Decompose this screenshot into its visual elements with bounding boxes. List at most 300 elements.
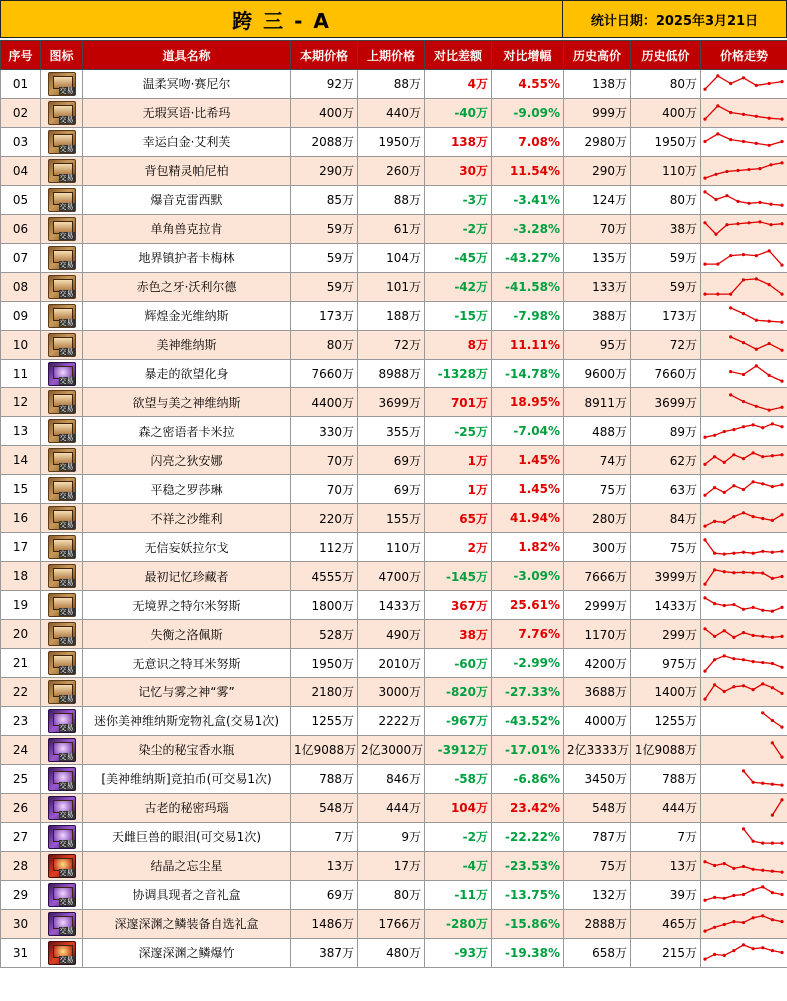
previous-price: 188万 — [358, 301, 425, 330]
price-diff: -2万 — [425, 822, 492, 851]
history-low: 7万 — [631, 822, 701, 851]
history-high: 9600万 — [564, 359, 631, 388]
col-header-history-low: 历史低价 — [631, 41, 701, 70]
trend-cell — [701, 678, 787, 707]
previous-price: 1433万 — [358, 591, 425, 620]
previous-price: 480万 — [358, 938, 425, 967]
price-diff: -145万 — [425, 562, 492, 591]
trend-point — [723, 552, 726, 555]
table-row — [1, 243, 787, 272]
row-seq: 27 — [1, 822, 41, 851]
trend-point — [703, 524, 706, 527]
trend-point — [769, 223, 772, 226]
title-bar — [0, 0, 787, 40]
price-change-pct: 41.94% — [492, 504, 564, 533]
item-icon-cell — [41, 504, 83, 533]
previous-price: 1950万 — [358, 127, 425, 156]
trend-point — [761, 885, 764, 888]
trend-point — [761, 634, 764, 637]
history-high: 3450万 — [564, 764, 631, 793]
trend-point — [771, 891, 774, 894]
trend-point — [742, 278, 745, 281]
trend-point — [723, 491, 726, 494]
trend-point — [747, 202, 750, 205]
trend-point — [732, 603, 735, 606]
trend-line — [705, 513, 782, 526]
trend-point — [723, 570, 726, 573]
trend-point — [752, 423, 755, 426]
trend-point — [729, 293, 732, 296]
trend-point — [703, 436, 706, 439]
trend-point — [703, 627, 706, 630]
trend-sparkline — [701, 823, 786, 850]
trend-point — [742, 865, 745, 868]
item-icon: 交易 — [48, 275, 76, 299]
trend-point — [703, 669, 706, 672]
trend-point — [780, 140, 783, 143]
trend-point — [742, 893, 745, 896]
price-change-pct: 1.45% — [492, 475, 564, 504]
col-header-diff: 对比差额 — [425, 41, 492, 70]
trend-cell — [701, 214, 787, 243]
trend-point — [755, 319, 758, 322]
history-high: 2980万 — [564, 127, 631, 156]
current-price: 1亿9088万 — [291, 735, 358, 764]
history-high: 787万 — [564, 822, 631, 851]
current-price: 290万 — [291, 156, 358, 185]
trend-point — [768, 408, 771, 411]
trend-point — [703, 899, 706, 902]
trend-point — [742, 425, 745, 428]
current-price: 2088万 — [291, 127, 358, 156]
trend-cell — [701, 909, 787, 938]
item-icon-cell — [41, 533, 83, 562]
trend-sparkline — [701, 186, 786, 213]
current-price: 59万 — [291, 214, 358, 243]
current-price: 220万 — [291, 504, 358, 533]
trend-point — [703, 493, 706, 496]
table-row — [1, 822, 787, 851]
current-price: 548万 — [291, 793, 358, 822]
row-seq: 20 — [1, 620, 41, 649]
trend-point — [713, 896, 716, 899]
history-high: 280万 — [564, 504, 631, 533]
trend-cell — [701, 793, 787, 822]
trend-cell — [701, 938, 787, 967]
price-change-pct: -43.27% — [492, 243, 564, 272]
item-name: 失衡之洛佩斯 — [83, 620, 291, 649]
price-diff: 38万 — [425, 620, 492, 649]
trend-cell — [701, 620, 787, 649]
trend-cell — [701, 330, 787, 359]
col-header-current-price: 本期价格 — [291, 41, 358, 70]
current-price: 1486万 — [291, 909, 358, 938]
trend-point — [713, 455, 716, 458]
price-change-pct: -13.75% — [492, 880, 564, 909]
item-icon: 交易 — [48, 796, 76, 820]
item-icon: 交易 — [48, 854, 76, 878]
history-high: 4000万 — [564, 706, 631, 735]
history-low: 80万 — [631, 70, 701, 99]
price-change-pct: -3.28% — [492, 214, 564, 243]
trend-sparkline — [701, 476, 786, 503]
trend-point — [713, 634, 716, 637]
trend-sparkline — [701, 128, 786, 155]
trend-point — [742, 77, 745, 80]
trend-point — [752, 633, 755, 636]
history-high: 300万 — [564, 533, 631, 562]
price-diff: -25万 — [425, 417, 492, 446]
history-low: 38万 — [631, 214, 701, 243]
trend-point — [703, 221, 706, 224]
trend-point — [771, 519, 774, 522]
history-low: 62万 — [631, 446, 701, 475]
trend-sparkline — [701, 505, 786, 532]
history-low: 1255万 — [631, 706, 701, 735]
row-seq: 08 — [1, 272, 41, 301]
history-low: 975万 — [631, 649, 701, 678]
trend-point — [752, 888, 755, 891]
history-high: 2888万 — [564, 909, 631, 938]
row-seq: 21 — [1, 649, 41, 678]
item-name: 结晶之忘尘星 — [83, 851, 291, 880]
trend-sparkline — [701, 650, 786, 677]
trend-point — [761, 869, 764, 872]
trend-point — [742, 943, 745, 946]
history-low: 110万 — [631, 156, 701, 185]
trend-point — [761, 571, 764, 574]
history-low: 173万 — [631, 301, 701, 330]
item-icon: 交易 — [48, 767, 76, 791]
row-seq: 30 — [1, 909, 41, 938]
item-name: 深邃深渊之鳞爆竹 — [83, 938, 291, 967]
trend-point — [780, 784, 783, 787]
table-row — [1, 70, 787, 99]
item-name: 幸运白金·艾利芙 — [83, 127, 291, 156]
trend-point — [780, 871, 783, 874]
item-name: 温柔冥吻·赛尼尔 — [83, 70, 291, 99]
item-icon: 交易 — [48, 535, 76, 559]
current-price: 85万 — [291, 185, 358, 214]
trend-point — [732, 515, 735, 518]
history-high: 388万 — [564, 301, 631, 330]
trend-point — [780, 222, 783, 225]
trend-point — [761, 549, 764, 552]
item-icon: 交易 — [48, 941, 76, 965]
item-name: 古老的秘密玛瑙 — [83, 793, 291, 822]
table-row — [1, 330, 787, 359]
trend-point — [755, 277, 758, 280]
previous-price: 3000万 — [358, 678, 425, 707]
trend-point — [780, 406, 783, 409]
current-price: 80万 — [291, 330, 358, 359]
row-seq: 29 — [1, 880, 41, 909]
trend-sparkline — [701, 157, 786, 184]
trend-point — [742, 828, 745, 831]
current-price: 4555万 — [291, 562, 358, 591]
trend-point — [713, 926, 716, 929]
col-header-seq: 序号 — [1, 41, 41, 70]
trend-point — [780, 920, 783, 923]
trend-point — [768, 249, 771, 252]
table-row — [1, 533, 787, 562]
trend-point — [780, 204, 783, 207]
trend-point — [742, 113, 745, 116]
row-seq: 10 — [1, 330, 41, 359]
trend-point — [747, 221, 750, 224]
trend-point — [716, 75, 719, 78]
history-low: 13万 — [631, 851, 701, 880]
trend-point — [769, 164, 772, 167]
row-seq: 11 — [1, 359, 41, 388]
price-diff: -820万 — [425, 678, 492, 707]
row-seq: 13 — [1, 417, 41, 446]
trend-point — [752, 480, 755, 483]
trend-point — [755, 142, 758, 145]
price-change-pct: 11.54% — [492, 156, 564, 185]
trend-cell — [701, 764, 787, 793]
item-icon-cell — [41, 214, 83, 243]
item-icon-cell — [41, 301, 83, 330]
trend-sparkline — [701, 707, 786, 734]
trend-sparkline — [701, 621, 786, 648]
trend-cell — [701, 591, 787, 620]
current-price: 400万 — [291, 98, 358, 127]
item-icon: 交易 — [48, 159, 76, 183]
item-icon-cell — [41, 851, 83, 880]
item-icon: 交易 — [48, 883, 76, 907]
price-diff: -40万 — [425, 98, 492, 127]
trend-cell — [701, 301, 787, 330]
trend-point — [755, 115, 758, 118]
trend-sparkline — [701, 910, 786, 937]
trend-point — [723, 954, 726, 957]
item-icon: 交易 — [48, 709, 76, 733]
item-icon: 交易 — [48, 362, 76, 386]
history-high: 133万 — [564, 272, 631, 301]
trend-point — [771, 576, 774, 579]
trend-line — [731, 366, 782, 381]
history-high: 290万 — [564, 156, 631, 185]
trend-cell — [701, 446, 787, 475]
history-high: 4200万 — [564, 649, 631, 678]
current-price: 13万 — [291, 851, 358, 880]
table-row — [1, 793, 787, 822]
previous-price: 80万 — [358, 880, 425, 909]
trend-point — [716, 105, 719, 108]
col-header-previous-price: 上期价格 — [358, 41, 425, 70]
trend-point — [729, 254, 732, 257]
trend-sparkline — [701, 360, 786, 387]
previous-price: 846万 — [358, 764, 425, 793]
trend-sparkline — [701, 215, 786, 242]
trend-point — [752, 688, 755, 691]
current-price: 387万 — [291, 938, 358, 967]
trend-line — [705, 945, 782, 959]
item-icon-cell — [41, 678, 83, 707]
trend-point — [771, 687, 774, 690]
sheet-title: 跨 三 - A — [0, 0, 563, 38]
trend-point — [780, 665, 783, 668]
history-low: 3999万 — [631, 562, 701, 591]
price-diff: -58万 — [425, 764, 492, 793]
item-icon-cell — [41, 330, 83, 359]
trend-point — [742, 400, 745, 403]
item-name: 森之密语者卡米拉 — [83, 417, 291, 446]
trend-point — [758, 201, 761, 204]
price-change-pct: 23.42% — [492, 793, 564, 822]
trend-point — [752, 947, 755, 950]
trend-point — [742, 570, 745, 573]
trend-point — [752, 605, 755, 608]
trend-point — [723, 520, 726, 523]
trend-point — [780, 380, 783, 383]
item-icon: 交易 — [48, 188, 76, 212]
item-icon-cell — [41, 591, 83, 620]
trend-point — [713, 434, 716, 437]
price-change-pct: -17.01% — [492, 735, 564, 764]
price-change-pct: -23.53% — [492, 851, 564, 880]
trend-sparkline — [701, 534, 786, 561]
trend-point — [703, 582, 706, 585]
trend-point — [755, 348, 758, 351]
price-change-pct: -43.52% — [492, 706, 564, 735]
trend-point — [732, 949, 735, 952]
item-icon: 交易 — [48, 101, 76, 125]
current-price: 92万 — [291, 70, 358, 99]
current-price: 173万 — [291, 301, 358, 330]
trend-cell — [701, 243, 787, 272]
header-row — [1, 41, 787, 70]
trend-point — [732, 657, 735, 660]
item-icon-cell — [41, 243, 83, 272]
trend-sparkline — [701, 331, 786, 358]
trend-point — [780, 893, 783, 896]
price-diff: -11万 — [425, 880, 492, 909]
trend-cell — [701, 880, 787, 909]
table-row — [1, 359, 787, 388]
trend-point — [742, 658, 745, 661]
history-high: 74万 — [564, 446, 631, 475]
trend-sparkline — [701, 389, 786, 416]
trend-point — [716, 293, 719, 296]
price-diff: -93万 — [425, 938, 492, 967]
col-header-trend: 价格走势 — [701, 41, 787, 70]
item-name: 背包精灵帕尼柏 — [83, 156, 291, 185]
row-seq: 12 — [1, 388, 41, 417]
trend-sparkline — [701, 70, 786, 97]
trend-point — [755, 405, 758, 408]
trend-point — [761, 842, 764, 845]
trend-sparkline — [701, 563, 786, 590]
item-name: 无信妄妖拉尔戈 — [83, 533, 291, 562]
price-change-pct: 18.95% — [492, 388, 564, 417]
trend-sparkline — [701, 736, 786, 763]
table-row — [1, 417, 787, 446]
current-price: 4400万 — [291, 388, 358, 417]
item-name: [美神维纳斯]竞拍币(可交易1次) — [83, 764, 291, 793]
trend-point — [761, 914, 764, 917]
trend-point — [752, 451, 755, 454]
row-seq: 24 — [1, 735, 41, 764]
item-icon-cell — [41, 562, 83, 591]
price-diff: -2万 — [425, 214, 492, 243]
previous-price: 2亿3000万 — [358, 735, 425, 764]
trend-point — [780, 842, 783, 845]
trend-point — [742, 607, 745, 610]
previous-price: 104万 — [358, 243, 425, 272]
price-diff: 8万 — [425, 330, 492, 359]
item-name: 无境界之特尔米努斯 — [83, 591, 291, 620]
history-low: 299万 — [631, 620, 701, 649]
row-seq: 25 — [1, 764, 41, 793]
trend-sparkline — [701, 678, 786, 705]
item-icon-cell — [41, 127, 83, 156]
trend-point — [703, 958, 706, 961]
trend-point — [771, 635, 774, 638]
trend-point — [752, 868, 755, 871]
trend-cell — [701, 70, 787, 99]
item-icon: 交易 — [48, 217, 76, 241]
item-icon-cell — [41, 70, 83, 99]
trend-point — [771, 454, 774, 457]
trend-point — [729, 393, 732, 396]
row-seq: 05 — [1, 185, 41, 214]
previous-price: 8988万 — [358, 359, 425, 388]
row-seq: 16 — [1, 504, 41, 533]
table-row — [1, 706, 787, 735]
trend-sparkline — [701, 852, 786, 879]
item-icon-cell — [41, 764, 83, 793]
row-seq: 03 — [1, 127, 41, 156]
item-name: 染尘的秘宝香水瓶 — [83, 735, 291, 764]
price-diff: 30万 — [425, 156, 492, 185]
history-high: 488万 — [564, 417, 631, 446]
trend-point — [742, 341, 745, 344]
trend-point — [716, 263, 719, 266]
trend-sparkline — [701, 418, 786, 445]
price-diff: -1328万 — [425, 359, 492, 388]
price-diff: 65万 — [425, 504, 492, 533]
trend-point — [752, 660, 755, 663]
price-diff: -4万 — [425, 851, 492, 880]
history-high: 138万 — [564, 70, 631, 99]
trend-point — [723, 430, 726, 433]
trend-point — [780, 692, 783, 695]
previous-price: 2222万 — [358, 706, 425, 735]
trend-line — [744, 829, 783, 843]
previous-price: 17万 — [358, 851, 425, 880]
item-icon: 交易 — [48, 448, 76, 472]
history-low: 444万 — [631, 793, 701, 822]
price-change-pct: -22.22% — [492, 822, 564, 851]
trend-point — [780, 513, 783, 516]
trend-point — [780, 756, 783, 759]
previous-price: 72万 — [358, 330, 425, 359]
current-price: 1950万 — [291, 649, 358, 678]
current-price: 788万 — [291, 764, 358, 793]
trend-point — [761, 482, 764, 485]
trend-point — [732, 686, 735, 689]
trend-point — [780, 321, 783, 324]
price-diff: 4万 — [425, 70, 492, 99]
price-change-pct: -19.38% — [492, 938, 564, 967]
trend-point — [768, 117, 771, 120]
trend-cell — [701, 127, 787, 156]
previous-price: 260万 — [358, 156, 425, 185]
previous-price: 61万 — [358, 214, 425, 243]
trend-point — [703, 463, 706, 466]
